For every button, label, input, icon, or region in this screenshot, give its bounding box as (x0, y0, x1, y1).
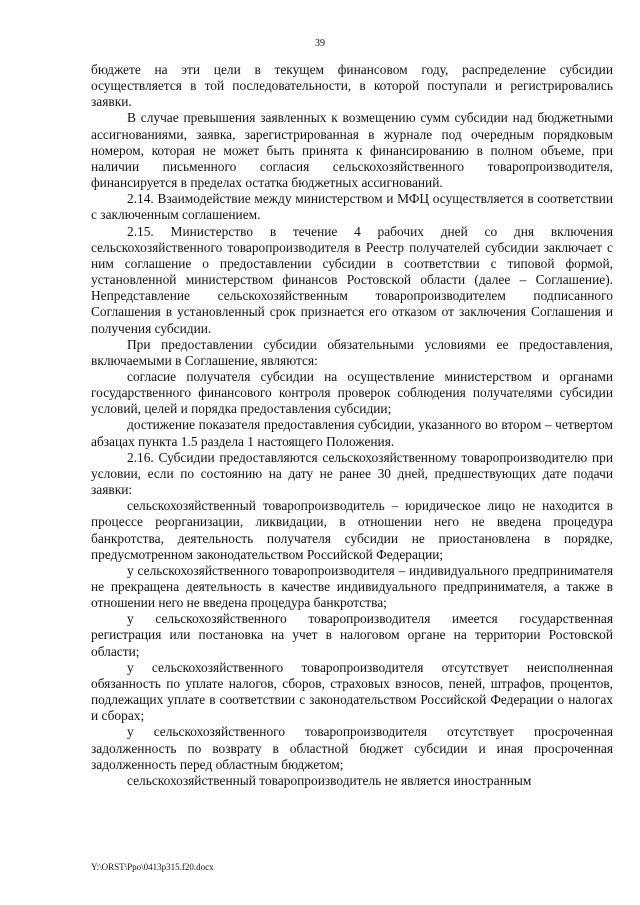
footer-file-path: Y:\ORST\Ppo\0413p315.f20.docx (91, 862, 214, 872)
paragraph-13: у сельскохозяйственного товаропроизводителя отсутствует просроченная задолженность по возврату в областной бюджет субсидии и иная просроченная задолженность перед областным бюджетом; (91, 724, 613, 772)
paragraph-5: При предоставлении субсидии обязательными условиями ее предоставления, включаемыми в Соглашение, являются: (91, 336, 613, 368)
paragraph-6: согласие получателя субсидии на осуществление министерством и органами государственного финансового контроля проверок соблюдения получателями субсидии условий, целей и порядка предоставления субсидии; (91, 368, 613, 417)
paragraph-1: бюджете на эти цели в текущем финансовом году, распределение субсидии осуществляется в той последовательности, в которой поступали и регистрировались заявки. (91, 62, 613, 110)
paragraph-2: В случае превышения заявленных к возмещению сумм субсидии над бюджетными ассигнованиями, заявка, зарегистрированная в журнале под очередным порядковым номером, которая не может быть принята к финансированию в полном объеме, при наличии письменного согласия сельскохозяйственного товаропроизводителя, финансируется в пределах остатка бюджетных ассигнований. (91, 110, 613, 191)
document-body (91, 62, 613, 789)
paragraph-7: достижение показателя предоставления субсидии, указанного во втором – четвертом абзацах пункта 1.5 раздела 1 настоящего Положения. (91, 417, 613, 449)
paragraph-10: у сельскохозяйственного товаропроизводителя – индивидуального предпринимателя не прекращена деятельность в качестве индивидуального предпринимателя, а также в отношении него не введена процедура банкротства; (91, 562, 613, 611)
paragraph-8: 2.16. Субсидии предоставляются сельскохозяйственному товаропроизводителю при условии, если по состоянию на дату не ранее 30 дней, предшествующих дате подачи заявки: (91, 449, 613, 498)
page-number: 39 (315, 38, 325, 49)
paragraph-12: у сельскохозяйственного товаропроизводителя отсутствует неисполненная обязанность по уплате налогов, сборов, страховых взносов, пеней, штрафов, процентов, подлежащих уплате в соответствии с законодательством Российской Федерации о налогах и сборах; (91, 659, 613, 724)
paragraph-3: 2.14. Взаимодействие между министерством и МФЦ осуществляется в соответствии с заключенным соглашением. (91, 191, 613, 223)
paragraph-4: 2.15. Министерство в течение 4 рабочих дней со дня включения сельскохозяйственного товаропроизводителя в Реестр получателей субсидии заключает с ним соглашение о предоставлении субсидии в соответствии с типовой формой, установленной министерством финансов Ростовской области (далее – Соглашение). Непредставление сельскохозяйственным товаропроизводителем подписанного Соглашения в установленный срок признается его отказом от заключения Соглашения и получения субсидии. (91, 223, 613, 336)
paragraph-14: сельскохозяйственный товаропроизводитель не является иностранным (127, 772, 532, 788)
paragraph-11: у сельскохозяйственного товаропроизводителя имеется государственная регистрация или постановка на учет в налоговом органе на территории Ростовской области; (91, 611, 613, 659)
paragraph-9: сельскохозяйственный товаропроизводитель – юридическое лицо не находится в процессе реорганизации, ликвидации, в отношении него не введена процедура банкротства, деятельность получателя субсидии не приостановлена в порядке, предусмотренном законодательством Российской Федерации; (91, 498, 613, 562)
